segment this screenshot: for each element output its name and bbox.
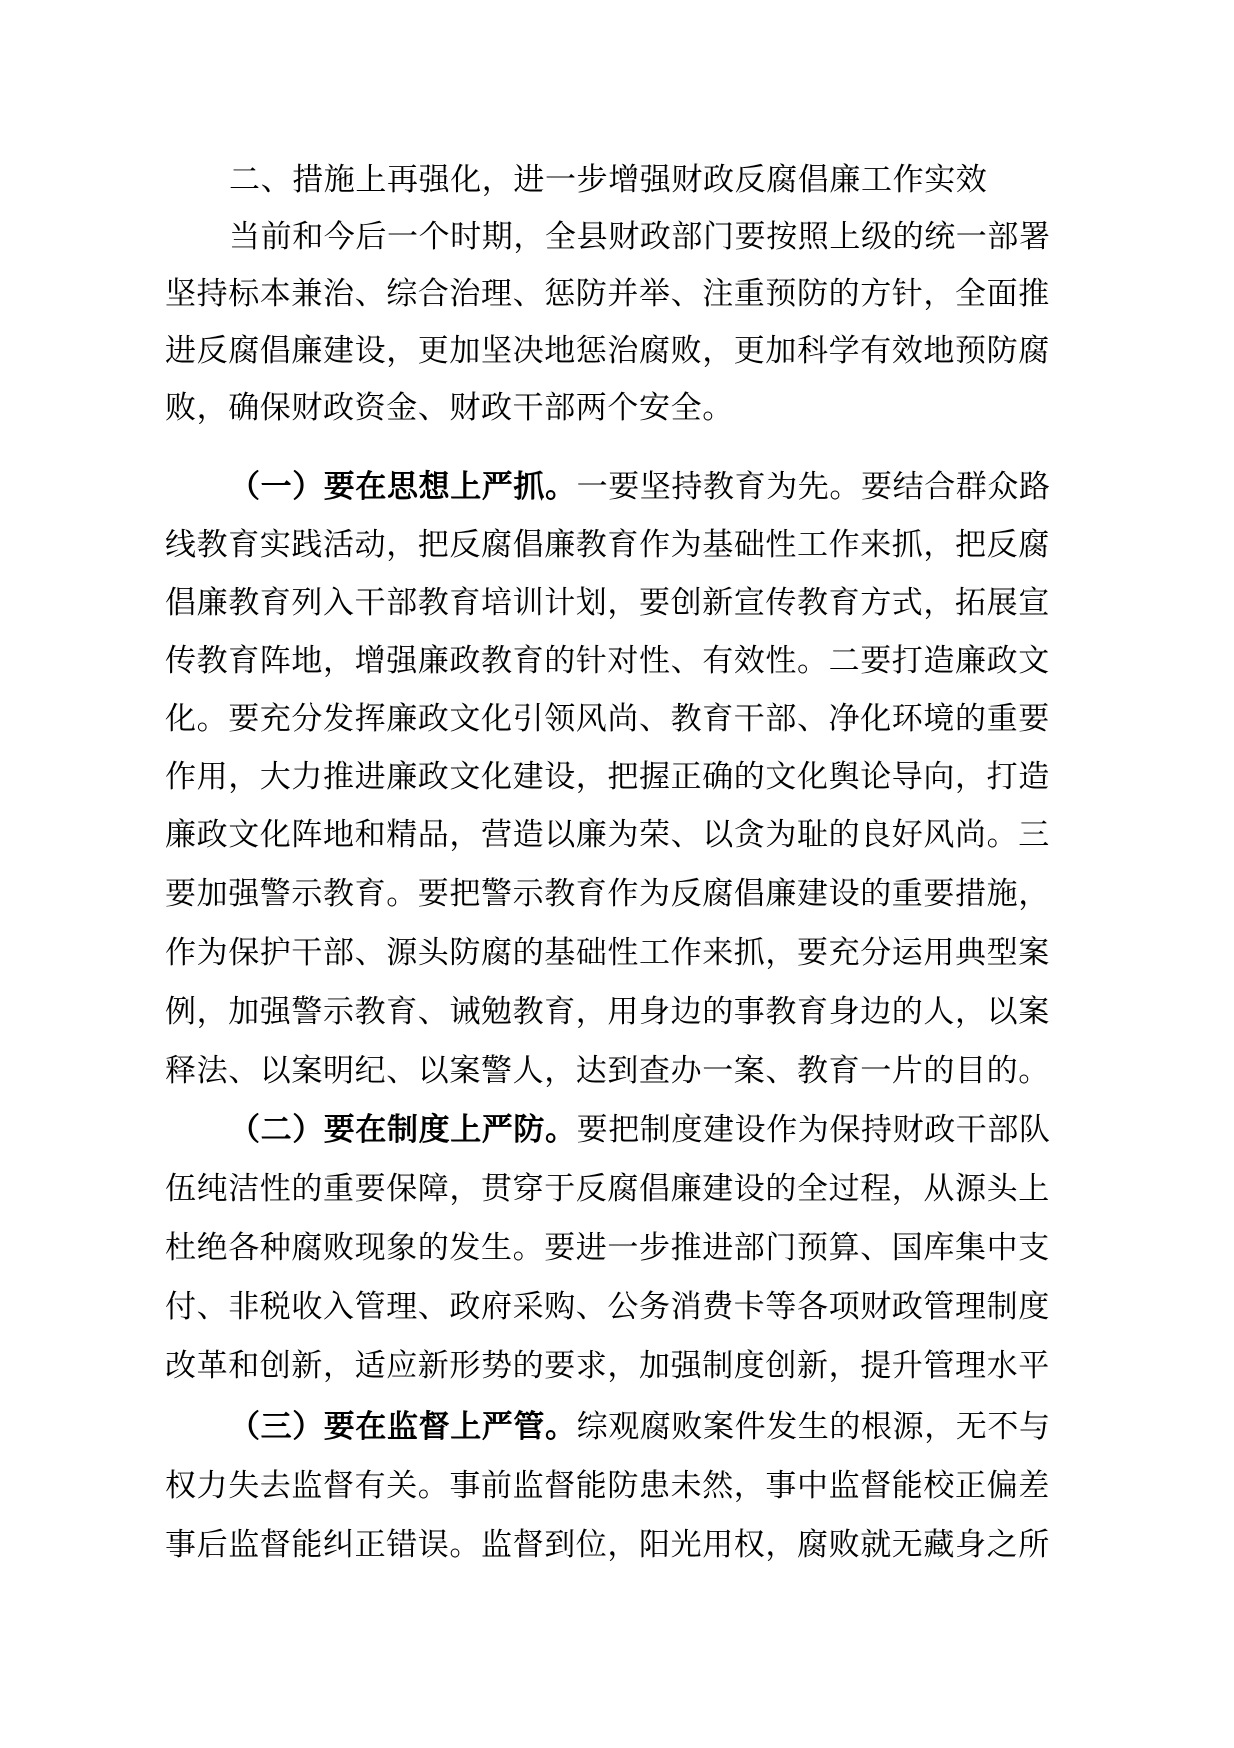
item3-first-line-text: 综观腐败案件发生的根源，无不与 — [576, 1409, 1051, 1445]
item3-line: 事后监督能纠正错误。监督到位，阳光用权，腐败就无藏身之所 — [165, 1527, 1050, 1563]
item1-first-line — [229, 457, 1051, 517]
item1-line: 作为保护干部、源头防腐的基础性工作来抓，要充分运用典型案 — [165, 935, 1050, 971]
item1-line: 例，加强警示教育、诫勉教育，用身边的事教育身边的人，以案 — [165, 994, 1050, 1030]
item2-line: 付、非税收入管理、政府采购、公务消费卡等各项财政管理制度 — [165, 1289, 1050, 1325]
intro-line-4: 败，确保财政资金、财政干部两个安全。 — [165, 390, 734, 426]
item1-line: 线教育实践活动，把反腐倡廉教育作为基础性工作来抓，把反腐 — [165, 527, 1050, 563]
intro-line-1: 当前和今后一个时期，全县财政部门要按照上级的统一部署 — [229, 219, 1051, 255]
item1-line: 要加强警示教育。要把警示教育作为反腐倡廉建设的重要措施， — [165, 876, 1050, 912]
item1-heading: （一）要在思想上严抓。 — [229, 469, 577, 505]
item1-line: 传教育阵地，增强廉政教育的针对性、有效性。二要打造廉政文 — [165, 643, 1050, 679]
intro-line-3: 进反腐倡廉建设，更加坚决地惩治腐败，更加科学有效地预防腐 — [165, 333, 1050, 369]
item1-first-line-text: 一要坚持教育为先。要结合群众路 — [576, 469, 1051, 505]
intro-line-2: 坚持标本兼治、综合治理、惩防并举、注重预防的方针，全面推 — [165, 276, 1050, 312]
item1-line: 作用，大力推进廉政文化建设，把握正确的文化舆论导向，打造 — [165, 759, 1050, 795]
item1-line: 释法、以案明纪、以案警人，达到查办一案、教育一片的目的。 — [165, 1053, 1050, 1089]
item2-line: 伍纯洁性的重要保障，贯穿于反腐倡廉建设的全过程，从源头上 — [165, 1171, 1050, 1207]
item1-line: 廉政文化阵地和精品，营造以廉为荣、以贪为耻的良好风尚。三 — [165, 817, 1050, 853]
item2-line: 改革和创新，适应新形势的要求，加强制度创新，提升管理水平 — [165, 1348, 1050, 1384]
item2-line: 杜绝各种腐败现象的发生。要进一步推进部门预算、国库集中支 — [165, 1230, 1050, 1266]
item3-first-line — [229, 1397, 1051, 1457]
item2-first-line-text: 要把制度建设作为保持财政干部队 — [576, 1112, 1051, 1148]
item2-heading: （二）要在制度上严防。 — [229, 1112, 577, 1148]
item1-line: 化。要充分发挥廉政文化引领风尚、教育干部、净化环境的重要 — [165, 701, 1050, 737]
item2-first-line — [229, 1100, 1051, 1160]
section-heading: 二、措施上再强化，进一步增强财政反腐倡廉工作实效 — [229, 162, 988, 198]
item3-line: 权力失去监督有关。事前监督能防患未然，事中监督能校正偏差 — [165, 1468, 1050, 1504]
item1-line: 倡廉教育列入干部教育培训计划，要创新宣传教育方式，拓展宣 — [165, 585, 1050, 621]
item3-heading: （三）要在监督上严管。 — [229, 1409, 577, 1445]
